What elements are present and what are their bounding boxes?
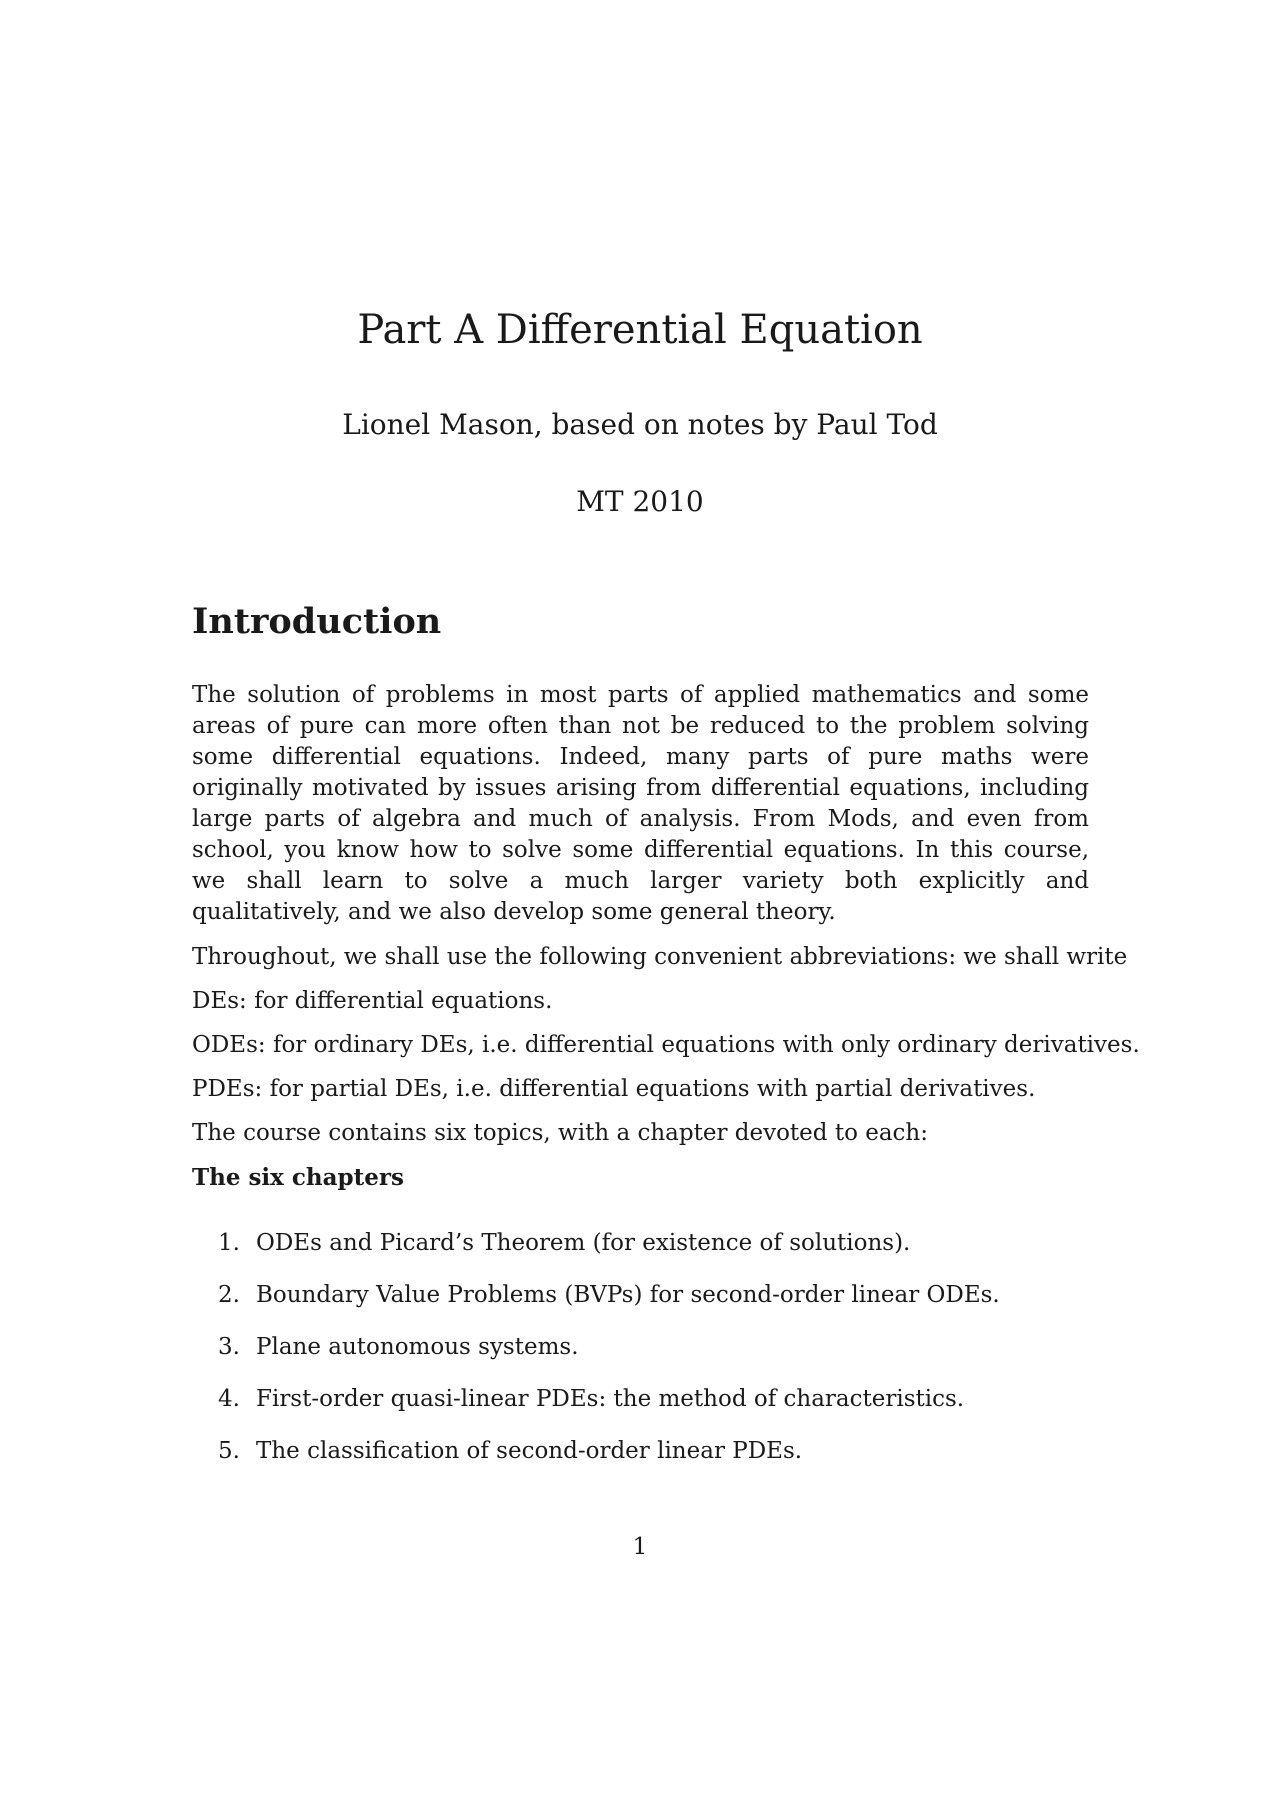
list-item [218, 1384, 1078, 1415]
list-item-number: 2. [218, 1282, 240, 1308]
list-item-number: 5. [218, 1438, 240, 1464]
abbreviation-pdes: PDEs: for partial DEs, i.e. differential equations with partial derivatives. [192, 1076, 1036, 1102]
list-item-text: Plane autonomous systems. [256, 1334, 579, 1360]
list-item-text: First-order quasi-linear PDEs: the method of characteristics. [256, 1386, 965, 1412]
list-item-text: The classification of second-order linear PDEs. [256, 1438, 803, 1464]
list-item [218, 1280, 1078, 1311]
document-author: Lionel Mason, based on notes by Paul Tod [342, 408, 938, 441]
list-item-text: ODEs and Picard’s Theorem (for existence of solutions). [256, 1230, 911, 1256]
list-item-number: 4. [218, 1386, 240, 1412]
abbreviation-odes: ODEs: for ordinary DEs, i.e. differential equations with only ordinary derivatives. [192, 1032, 1140, 1058]
list-item-text: Boundary Value Problems (BVPs) for second-order linear ODEs. [256, 1282, 1000, 1308]
document-title: Part A Differential Equation [357, 307, 923, 353]
intro-paragraph: The solution of problems in most parts of applied mathematics and some areas of pure can more often than not be reduced to the problem solving some differential equations. Indeed, many parts of pure maths were originally motivated by issues arising from differential equations, including large parts of algebra and much of analysis. From Mods, and even from school, you know how to solve some differential equations. In this course, we shall learn to solve a much larger variety both explicitly and qualitatively, and we also develop some general theory. [192, 682, 1089, 925]
abbreviation-des: DEs: for differential equations. [192, 988, 553, 1014]
list-item [218, 1436, 1078, 1467]
abbreviations-intro: Throughout, we shall use the following convenient abbreviations: we shall write [192, 944, 1128, 970]
course-topics-line: The course contains six topics, with a chapter devoted to each: [192, 1120, 928, 1146]
list-item [218, 1332, 1078, 1363]
list-item-number: 3. [218, 1334, 240, 1360]
chapters-heading: The six chapters [192, 1164, 404, 1191]
list-item-number: 1. [218, 1230, 240, 1256]
page-number: 1 [632, 1534, 648, 1560]
list-item [218, 1228, 1078, 1259]
document-date: MT 2010 [576, 485, 704, 518]
section-heading-introduction: Introduction [192, 601, 442, 642]
